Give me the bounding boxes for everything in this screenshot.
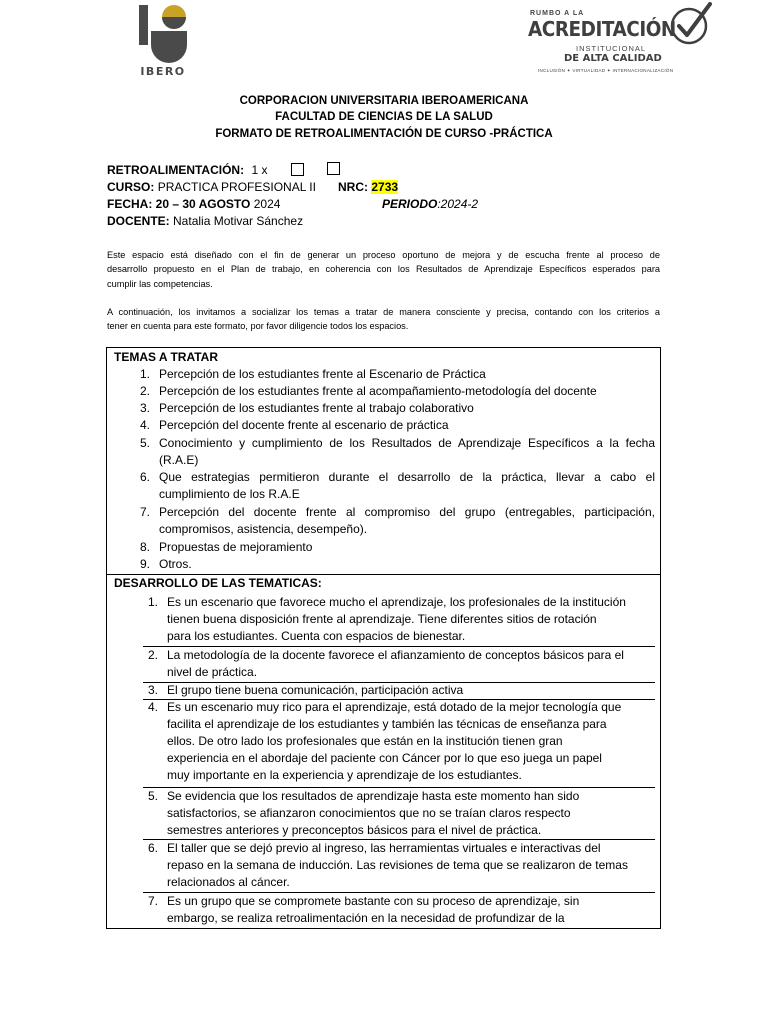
development-line: satisfactorios, se afianzaron conocimientos que no se traían claros respecto xyxy=(167,806,571,820)
development-number: 3. xyxy=(147,683,158,697)
development-line: Se evidencia que los resultados de aprendizaje hasta este momento han sido xyxy=(167,789,580,803)
accreditation-top-text: RUMBO A LA xyxy=(530,10,585,17)
topics-heading: TEMAS A TRATAR xyxy=(114,350,218,364)
development-line: tienen buena disposición frente al aprendizaje. Tiene diferentes sitios de rotación xyxy=(167,612,597,626)
accreditation-institucional-text: INSTITUCIONAL xyxy=(576,44,647,53)
topic-number: 2. xyxy=(139,384,150,398)
nrc-value: 2733 xyxy=(371,180,399,194)
institution-title: CORPORACION UNIVERSITARIA IBEROAMERICANA xyxy=(239,95,529,107)
topic-number: 1. xyxy=(139,367,150,381)
development-heading: DESARROLLO DE LAS TEMATICAS: xyxy=(114,576,322,590)
topic-number: 4. xyxy=(139,418,150,432)
ibero-logo xyxy=(133,5,193,83)
ibero-wordmark: IBERO xyxy=(140,65,186,78)
topic-number: 6. xyxy=(139,470,150,484)
feedback-table xyxy=(106,347,661,929)
topic-number: 7. xyxy=(139,505,150,519)
development-line: facilita el aprendizaje de los estudiantes y también las técnicas de enseñanza para xyxy=(167,717,607,731)
retro-checkbox-1[interactable] xyxy=(291,163,304,176)
fecha-row xyxy=(107,197,280,211)
nrc-label: NRC: xyxy=(338,180,368,194)
development-number: 4. xyxy=(147,700,158,714)
curso-row xyxy=(107,180,316,194)
topic-number: 3. xyxy=(139,401,150,415)
section-divider xyxy=(107,574,660,575)
retro-value: 1 x xyxy=(251,163,268,177)
topic-number: 8. xyxy=(139,540,150,554)
invite-line-2: tener en cuenta para este formato, por favor diligencie todos los espacios. xyxy=(107,321,409,332)
development-line: repaso en la semana de inducción. Las revisiones de tema que se realizaron de temas xyxy=(167,858,628,872)
development-number: 2. xyxy=(147,648,158,662)
accreditation-tags-text: INCLUSIÓN ✦ VIRTUALIDAD ✦ INTERNACIONALIZACIÓN xyxy=(538,68,674,73)
development-line: embargo, se realiza retroalimentación en la necesidad de profundizar de la xyxy=(167,911,565,925)
invite-line-1: A continuación, los invitamos a socializar los temas a tratar de manera consciente y precisa, contando con los criterios a xyxy=(107,307,660,317)
topic-number: 9. xyxy=(139,557,150,571)
development-line: para los estudiantes. Cuenta con espacios de bienestar. xyxy=(167,629,466,643)
development-number: 5. xyxy=(147,789,158,803)
accreditation-alta-text: DE ALTA CALIDAD xyxy=(564,53,662,64)
topic-text: Que estrategias permitieron durante el desarrollo de la práctica, llevar a cabo el cumplimiento de los R.A.E xyxy=(159,470,655,501)
topic-text: Percepción de los estudiantes frente al trabajo colaborativo xyxy=(159,401,474,415)
development-line: experiencia en el abordaje del paciente con Cáncer por lo que eso juega un papel xyxy=(167,751,602,765)
periodo-value: :2024-2 xyxy=(437,197,479,211)
docente-row xyxy=(107,214,303,228)
retro-row xyxy=(107,163,267,177)
checkmark-seal-icon xyxy=(670,0,712,46)
development-line: El taller que se dejó previo al ingreso, las herramientas virtuales e interactivas del xyxy=(167,841,601,855)
development-number: 6. xyxy=(147,841,158,855)
development-line: nivel de práctica. xyxy=(167,665,258,679)
curso-label: CURSO: xyxy=(107,180,155,194)
periodo-row xyxy=(382,197,478,211)
intro-line-3: cumplir las competencias. xyxy=(107,278,213,289)
retro-label: RETROALIMENTACIÓN: xyxy=(107,163,245,177)
development-line: ellos. De otro lado los profesionales que están en la institución tienen gran xyxy=(167,734,563,748)
format-title: FORMATO DE RETROALIMENTACIÓN DE CURSO -PRÁCTICA xyxy=(215,128,553,140)
topic-number: 5. xyxy=(139,436,150,450)
nrc-row xyxy=(338,180,398,194)
development-number: 7. xyxy=(147,894,158,908)
development-line: Es un grupo que se compromete bastante con su proceso de aprendizaje, sin xyxy=(167,894,580,908)
development-line: Es un escenario que favorece mucho el aprendizaje, los profesionales de la institución xyxy=(167,595,626,609)
development-line: El grupo tiene buena comunicación, participación activa xyxy=(167,683,464,697)
topic-text: Otros. xyxy=(159,557,192,571)
topic-text: Percepción del docente frente al compromiso del grupo (entregables, participación, compromisos, asistencia, desempeño). xyxy=(159,505,655,536)
ibero-mark-icon xyxy=(139,5,187,63)
fecha-label: FECHA: 20 – 30 AGOSTO xyxy=(107,197,251,211)
docente-label: DOCENTE: xyxy=(107,214,170,228)
accreditation-main-text: ACREDITACIÓN xyxy=(528,17,676,41)
development-line: relacionados al cáncer. xyxy=(167,875,290,889)
development-line: semestres anteriores y preconceptos básicos para el nivel de práctica. xyxy=(167,823,542,837)
retro-checkbox-2[interactable] xyxy=(327,162,340,175)
intro-paragraph xyxy=(107,248,660,291)
development-line: Es un escenario muy rico para el aprendizaje, está dotado de la mejor tecnología que xyxy=(167,700,622,714)
invite-paragraph xyxy=(107,305,660,334)
development-line: muy importante en la experiencia y aprendizaje de los estudiantes. xyxy=(167,768,522,782)
topic-text: Percepción de los estudiantes frente al Escenario de Práctica xyxy=(159,367,486,381)
faculty-title: FACULTAD DE CIENCIAS DE LA SALUD xyxy=(275,111,493,123)
topic-text: Percepción de los estudiantes frente al acompañamiento-metodología del docente xyxy=(159,384,597,398)
docente-value: Natalia Motivar Sánchez xyxy=(173,214,304,228)
development-number: 1. xyxy=(147,595,158,609)
topic-text: Conocimiento y cumplimiento de los Resultados de Aprendizaje Específicos a la fecha (R.A.E) xyxy=(159,436,655,467)
topic-text: Propuestas de mejoramiento xyxy=(159,540,313,554)
fecha-value: 2024 xyxy=(253,197,281,211)
intro-line-1: Este espacio está diseñado con el fin de generar un proceso oportuno de mejora y de escucha frente al proceso de xyxy=(107,250,660,260)
accreditation-logo xyxy=(528,0,712,82)
curso-value: PRACTICA PROFESIONAL II xyxy=(157,180,316,194)
development-line: La metodología de la docente favorece el afianzamiento de conceptos básicos para el xyxy=(167,648,624,662)
topic-text: Percepción del docente frente al escenario de práctica xyxy=(159,418,449,432)
intro-line-2: desarrollo propuesto en el Plan de trabajo, en coherencia con los Resultados de Aprendizaje Específicos esperados para xyxy=(107,264,660,275)
periodo-label: PERIODO xyxy=(382,197,438,211)
